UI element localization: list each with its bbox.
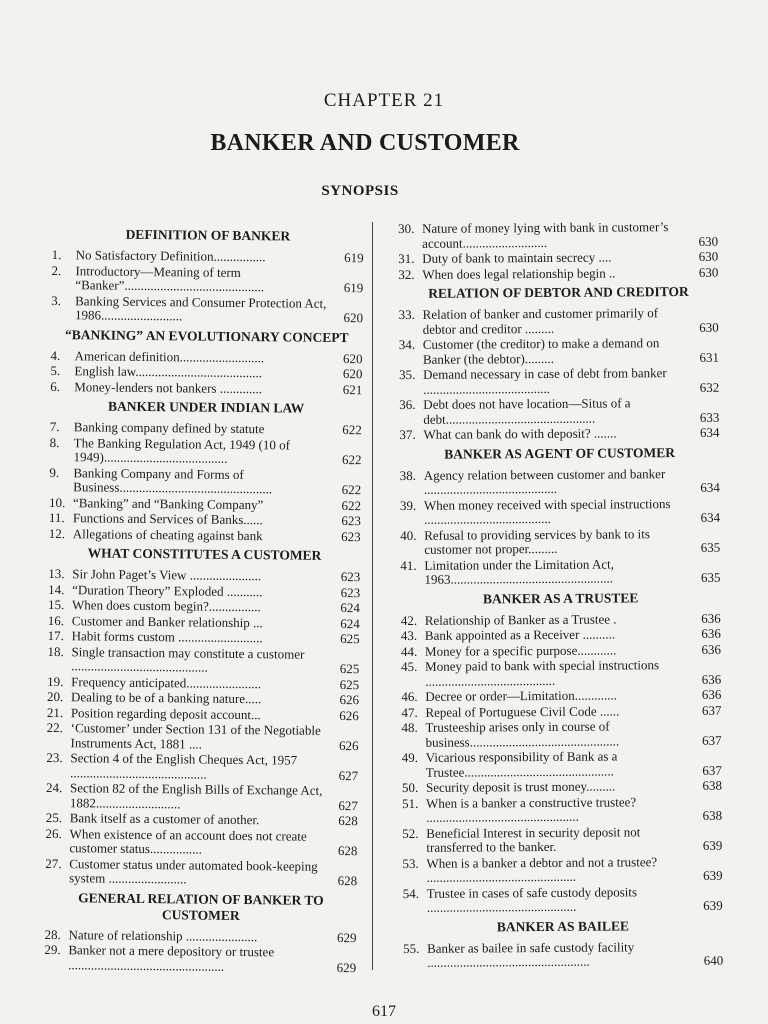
entry-text: Banking Company and Forms of Business............................................... bbox=[73, 464, 273, 497]
entry-number: 38. bbox=[399, 467, 417, 483]
entry-page-number: 621 bbox=[342, 381, 363, 397]
entry-page-number: 635 bbox=[700, 539, 721, 555]
entry-text: Debt does not have location—Situs of a debt.............................................. bbox=[423, 395, 631, 427]
synopsis-entry bbox=[403, 884, 723, 915]
entry-text: Section 82 of the English Bills of Exchange Act, 1882.......................... bbox=[69, 780, 323, 811]
entry-page-number: 634 bbox=[699, 424, 720, 440]
entry-page-number: 625 bbox=[339, 676, 360, 692]
entry-number: 32. bbox=[398, 266, 415, 282]
synopsis-entry bbox=[398, 220, 718, 251]
entry-text: Frequency anticipated....................... bbox=[71, 673, 262, 691]
entry-page-number: 636 bbox=[701, 686, 722, 702]
entry-text: Position regarding deposit account... bbox=[70, 704, 261, 722]
synopsis-entry bbox=[401, 611, 721, 628]
synopsis-entry bbox=[402, 824, 722, 855]
synopsis-entry bbox=[399, 396, 719, 427]
section-heading: BANKER AS A TRUSTEE bbox=[482, 589, 639, 606]
entry-text: Security deposit is trust money......... bbox=[425, 778, 616, 795]
entry-number: 30. bbox=[397, 220, 415, 236]
entry-page-number: 638 bbox=[702, 777, 722, 793]
entry-text: Repeal of Portuguese Civil Code ...... bbox=[425, 702, 620, 720]
entry-number: 42. bbox=[400, 612, 418, 628]
entry-number: 53. bbox=[402, 855, 419, 871]
entry-text: “Duration Theory” Exploded ........... bbox=[72, 581, 263, 599]
entry-text: Allegations of cheating against bank bbox=[72, 525, 263, 543]
entry-page-number: 640 bbox=[703, 952, 724, 968]
chapter-title: BANKER AND CUSTOMER bbox=[210, 130, 520, 156]
synopsis-entry bbox=[46, 721, 358, 753]
entry-number: 51. bbox=[402, 795, 419, 811]
entry-page-number: 622 bbox=[341, 482, 362, 498]
entry-page-number: 632 bbox=[699, 379, 720, 395]
entry-text: Demand necessary in case of debt from banker ....................................... bbox=[423, 365, 667, 397]
entry-number: 48. bbox=[401, 719, 418, 735]
entry-number: 20. bbox=[46, 688, 64, 705]
synopsis-heading: SYNOPSIS bbox=[321, 183, 399, 199]
entry-text: Habit forms custom .......................... bbox=[71, 628, 263, 646]
entry-text: Relation of banker and customer primarily of debtor and creditor ......... bbox=[422, 305, 659, 337]
entry-number: 36. bbox=[399, 396, 416, 412]
entry-text: Agency relation between customer and banker ......................................... bbox=[423, 465, 666, 497]
entry-page-number: 625 bbox=[340, 631, 360, 647]
entry-page-number: 636 bbox=[701, 625, 721, 641]
entry-text: Customer (the creditor) to make a demand on Banker (the debtor)......... bbox=[422, 335, 660, 367]
entry-page-number: 623 bbox=[341, 528, 361, 544]
synopsis-entry bbox=[399, 426, 719, 443]
synopsis-entry bbox=[401, 642, 721, 659]
entry-text: When is a banker a constructive trustee? ............................................... bbox=[426, 793, 637, 825]
entry-number: 19. bbox=[47, 673, 64, 689]
entry-page-number: 628 bbox=[337, 873, 358, 889]
synopsis-entry bbox=[403, 939, 723, 970]
entry-page-number: 639 bbox=[702, 837, 723, 853]
entry-page-number: 622 bbox=[341, 497, 362, 513]
entry-number: 6. bbox=[50, 378, 61, 394]
entry-text: Nature of relationship ...................... bbox=[68, 926, 258, 944]
synopsis-entry bbox=[398, 250, 718, 267]
entry-text: Beneficial Interest in security deposit not transferred to the banker. bbox=[426, 823, 641, 855]
column-divider bbox=[372, 222, 373, 970]
section-heading: RELATION OF DEBTOR AND CREDITOR bbox=[428, 283, 689, 301]
entry-number: 27. bbox=[45, 855, 62, 871]
entry-text: When is a banker a debtor and not a trustee? .............................................. bbox=[426, 853, 658, 885]
synopsis-entry bbox=[402, 779, 722, 796]
entry-page-number: 627 bbox=[338, 797, 358, 813]
entry-text: The Banking Regulation Act, 1949 (10 of 1949)...................................... bbox=[73, 434, 291, 466]
chapter-label: CHAPTER 21 bbox=[323, 90, 445, 111]
entry-page-number: 639 bbox=[703, 867, 723, 883]
synopsis-entry bbox=[402, 794, 722, 825]
entry-text: “Banking” and “Banking Company” bbox=[72, 494, 264, 512]
entry-number: 29. bbox=[44, 941, 61, 958]
entry-page-number: 636 bbox=[701, 671, 722, 687]
entry-text: Customer and Banker relationship ... bbox=[71, 612, 263, 630]
entry-number: 47. bbox=[401, 704, 418, 720]
entry-number: 34. bbox=[398, 336, 416, 352]
entry-number: 26. bbox=[45, 825, 62, 841]
synopsis-entry bbox=[49, 435, 361, 467]
entry-number: 9. bbox=[49, 464, 60, 480]
synopsis-entry bbox=[401, 703, 721, 720]
section-heading: BANKER AS AGENT OF CUSTOMER bbox=[444, 444, 676, 462]
entry-page-number: 637 bbox=[701, 702, 722, 718]
entry-page-number: 637 bbox=[702, 762, 722, 778]
entry-text: Limitation under the Limitation Act, 1963.................................................. bbox=[424, 556, 615, 587]
entry-page-number: 622 bbox=[341, 452, 362, 468]
entry-number: 1. bbox=[51, 246, 62, 263]
synopsis-entry bbox=[401, 658, 721, 689]
entry-number: 31. bbox=[398, 250, 415, 266]
synopsis-entry bbox=[50, 379, 362, 397]
section-heading: BANKER UNDER INDIAN LAW bbox=[107, 398, 305, 416]
entry-text: Banker as bailee in safe custody facility .................................................. bbox=[427, 938, 635, 970]
entry-text: Section 4 of the English Cheques Act, 1957 .......................................... bbox=[70, 750, 298, 782]
entry-number: 45. bbox=[401, 658, 418, 674]
synopsis-entry bbox=[47, 644, 359, 676]
entry-number: 12. bbox=[48, 525, 66, 541]
entry-number: 8. bbox=[49, 434, 60, 450]
entry-text: Banking Services and Consumer Protection Act, 1986......................... bbox=[74, 292, 327, 324]
entry-page-number: 623 bbox=[340, 584, 361, 600]
entry-number: 44. bbox=[400, 643, 418, 659]
entry-number: 33. bbox=[398, 306, 415, 322]
entry-page-number: 625 bbox=[339, 661, 360, 677]
synopsis-left-column bbox=[44, 222, 364, 976]
entry-page-number: 629 bbox=[336, 929, 357, 945]
entry-text: Functions and Services of Banks...... bbox=[72, 510, 263, 528]
synopsis-entry bbox=[402, 854, 722, 885]
entry-page-number: 631 bbox=[699, 349, 720, 365]
entry-page-number: 624 bbox=[340, 615, 360, 631]
entry-number: 21. bbox=[46, 704, 64, 720]
entry-text: When existence of an account does not create customer status................ bbox=[69, 825, 307, 857]
synopsis-entry bbox=[49, 526, 361, 544]
synopsis-entry bbox=[401, 719, 721, 750]
synopsis-entry bbox=[400, 526, 720, 557]
page-number: 617 bbox=[372, 1003, 396, 1020]
synopsis-entry bbox=[46, 751, 358, 783]
entry-text: English law....................................... bbox=[74, 363, 263, 381]
entry-page-number: 630 bbox=[698, 233, 719, 249]
entry-number: 4. bbox=[50, 347, 61, 363]
entry-page-number: 639 bbox=[703, 897, 723, 913]
synopsis-entry bbox=[400, 556, 720, 587]
entry-text: Money paid to bank with special instructions ........................................ bbox=[425, 657, 660, 689]
entry-text: Sir John Paget’s View ...................... bbox=[72, 566, 262, 584]
synopsis-entry bbox=[400, 466, 720, 497]
synopsis-entry bbox=[51, 293, 363, 325]
synopsis-entry bbox=[399, 306, 719, 337]
entry-number: 49. bbox=[401, 749, 419, 765]
synopsis-entry bbox=[401, 627, 721, 644]
entry-page-number: 636 bbox=[701, 610, 721, 626]
entry-page-number: 630 bbox=[698, 264, 719, 280]
entry-page-number: 633 bbox=[699, 409, 720, 425]
entry-page-number: 622 bbox=[342, 422, 362, 438]
entry-number: 50. bbox=[401, 779, 419, 795]
entry-number: 16. bbox=[47, 612, 65, 628]
synopsis-entry bbox=[44, 943, 356, 975]
entry-page-number: 628 bbox=[338, 813, 358, 829]
entry-number: 43. bbox=[400, 627, 418, 643]
section-heading: “BANKING” AN EVOLUTIONARY CONCEPT bbox=[65, 326, 349, 345]
synopsis-entry bbox=[401, 688, 721, 705]
entry-number: 22. bbox=[46, 719, 64, 736]
entry-number: 23. bbox=[46, 749, 63, 766]
entry-page-number: 619 bbox=[344, 250, 364, 266]
entry-number: 37. bbox=[399, 426, 416, 442]
entry-text: Money-lenders not bankers ............. bbox=[74, 378, 263, 396]
entry-page-number: 634 bbox=[700, 509, 721, 525]
entry-page-number: 638 bbox=[702, 807, 723, 823]
entry-text: Banking company defined by statute bbox=[73, 419, 265, 437]
entry-number: 5. bbox=[50, 362, 61, 379]
entry-page-number: 634 bbox=[700, 479, 720, 495]
entry-number: 35. bbox=[399, 366, 416, 382]
entry-number: 2. bbox=[51, 262, 62, 278]
entry-text: Nature of money lying with bank in customer’s account.......................... bbox=[421, 219, 669, 251]
entry-page-number: 629 bbox=[336, 959, 357, 975]
entry-number: 18. bbox=[47, 643, 64, 659]
entry-text: Relationship of Banker as a Trustee . bbox=[424, 610, 617, 628]
entry-text: When does legal relationship begin .. bbox=[422, 264, 616, 282]
entry-number: 11. bbox=[48, 509, 65, 526]
entry-page-number: 630 bbox=[699, 319, 719, 335]
section-heading: WHAT CONSTITUTES A CUSTOMER bbox=[87, 545, 322, 563]
entry-number: 54. bbox=[402, 885, 419, 901]
entry-text: When does custom begin?................ bbox=[71, 597, 261, 615]
entry-text: American definition.......................... bbox=[74, 347, 265, 365]
entry-text: Banker not a mere depository or trustee ................................................ bbox=[68, 942, 275, 974]
entry-page-number: 620 bbox=[343, 310, 364, 326]
entry-number: 17. bbox=[47, 627, 64, 644]
section-heading: DEFINITION OF BANKER bbox=[125, 226, 291, 244]
entry-text: Customer status under automated book-keeping system ........................ bbox=[69, 855, 318, 887]
entry-number: 55. bbox=[403, 940, 420, 956]
entry-number: 14. bbox=[48, 581, 65, 597]
entry-number: 13. bbox=[48, 565, 65, 582]
entry-page-number: 624 bbox=[340, 600, 361, 616]
section-heading: GENERAL RELATION OF BANKER TO CUSTOMER bbox=[78, 889, 324, 923]
entry-page-number: 626 bbox=[339, 707, 359, 723]
entry-page-number: 626 bbox=[338, 737, 359, 753]
synopsis-entry bbox=[46, 781, 358, 813]
entry-number: 15. bbox=[47, 596, 65, 613]
entry-text: Dealing to be of a banking nature..... bbox=[70, 689, 262, 707]
entry-page-number: 620 bbox=[342, 366, 363, 382]
entry-text: No Satisfactory Definition................ bbox=[75, 247, 266, 265]
synopsis-entry bbox=[399, 366, 719, 397]
entry-text: Duty of bank to maintain secrecy .... bbox=[422, 249, 612, 266]
entry-number: 41. bbox=[400, 557, 417, 573]
entry-number: 40. bbox=[400, 527, 417, 543]
entry-text: When money received with special instructions ....................................... bbox=[423, 495, 671, 527]
synopsis-entry bbox=[49, 465, 361, 497]
synopsis-entry bbox=[402, 749, 722, 780]
entry-number: 25. bbox=[45, 809, 63, 826]
entry-page-number: 623 bbox=[341, 513, 361, 529]
entry-number: 52. bbox=[402, 825, 419, 841]
synopsis-right-column bbox=[398, 220, 723, 972]
synopsis-entry bbox=[45, 856, 357, 888]
entry-number: 39. bbox=[399, 497, 417, 513]
entry-text: Vicarious responsibility of Bank as a Trustee.............................................. bbox=[425, 748, 618, 780]
entry-number: 7. bbox=[49, 418, 60, 435]
entry-text: Single transaction may constitute a customer .......................................... bbox=[71, 643, 305, 675]
entry-text: Introductory—Meaning of term “Banker”........................................... bbox=[75, 262, 265, 295]
entry-text: Refusal to providing services by bank to its customer not proper......... bbox=[424, 525, 650, 557]
entry-number: 10. bbox=[48, 494, 66, 510]
entry-page-number: 628 bbox=[337, 843, 358, 859]
entry-number: 28. bbox=[44, 926, 61, 942]
entry-page-number: 627 bbox=[338, 767, 359, 783]
entry-number: 46. bbox=[401, 688, 418, 704]
entry-text: Bank itself as a customer of another. bbox=[69, 810, 260, 828]
entry-page-number: 637 bbox=[702, 732, 722, 748]
entry-text: Decree or order—Limitation............. bbox=[425, 687, 618, 704]
entry-page-number: 635 bbox=[700, 569, 721, 585]
entry-page-number: 620 bbox=[343, 350, 363, 366]
entry-number: 24. bbox=[45, 779, 63, 796]
entry-page-number: 623 bbox=[340, 569, 361, 585]
synopsis-entry bbox=[45, 826, 357, 858]
section-heading: BANKER AS BAILEE bbox=[496, 917, 629, 934]
entry-text: What can bank do with deposit? ....... bbox=[423, 425, 617, 442]
entry-page-number: 630 bbox=[698, 248, 719, 264]
entry-page-number: 636 bbox=[701, 641, 722, 657]
synopsis-entry bbox=[400, 496, 720, 527]
entry-page-number: 619 bbox=[343, 280, 364, 296]
entry-text: ‘Customer’ under Section 131 of the Negotiable Instruments Act, 1881 .... bbox=[70, 720, 321, 752]
synopsis-entry bbox=[399, 336, 719, 367]
synopsis-entry bbox=[51, 263, 363, 295]
entry-text: Trustee in cases of safe custody deposits .............................................. bbox=[426, 883, 638, 915]
entry-page-number: 626 bbox=[339, 692, 360, 708]
entry-number: 3. bbox=[51, 292, 62, 308]
entry-text: Bank appointed as a Receiver .......... bbox=[424, 626, 616, 643]
entry-text: Money for a specific purpose............ bbox=[424, 641, 617, 659]
synopsis-entry bbox=[398, 265, 718, 282]
entry-text: Trusteeship arises only in course of business.............................................. bbox=[425, 718, 620, 750]
